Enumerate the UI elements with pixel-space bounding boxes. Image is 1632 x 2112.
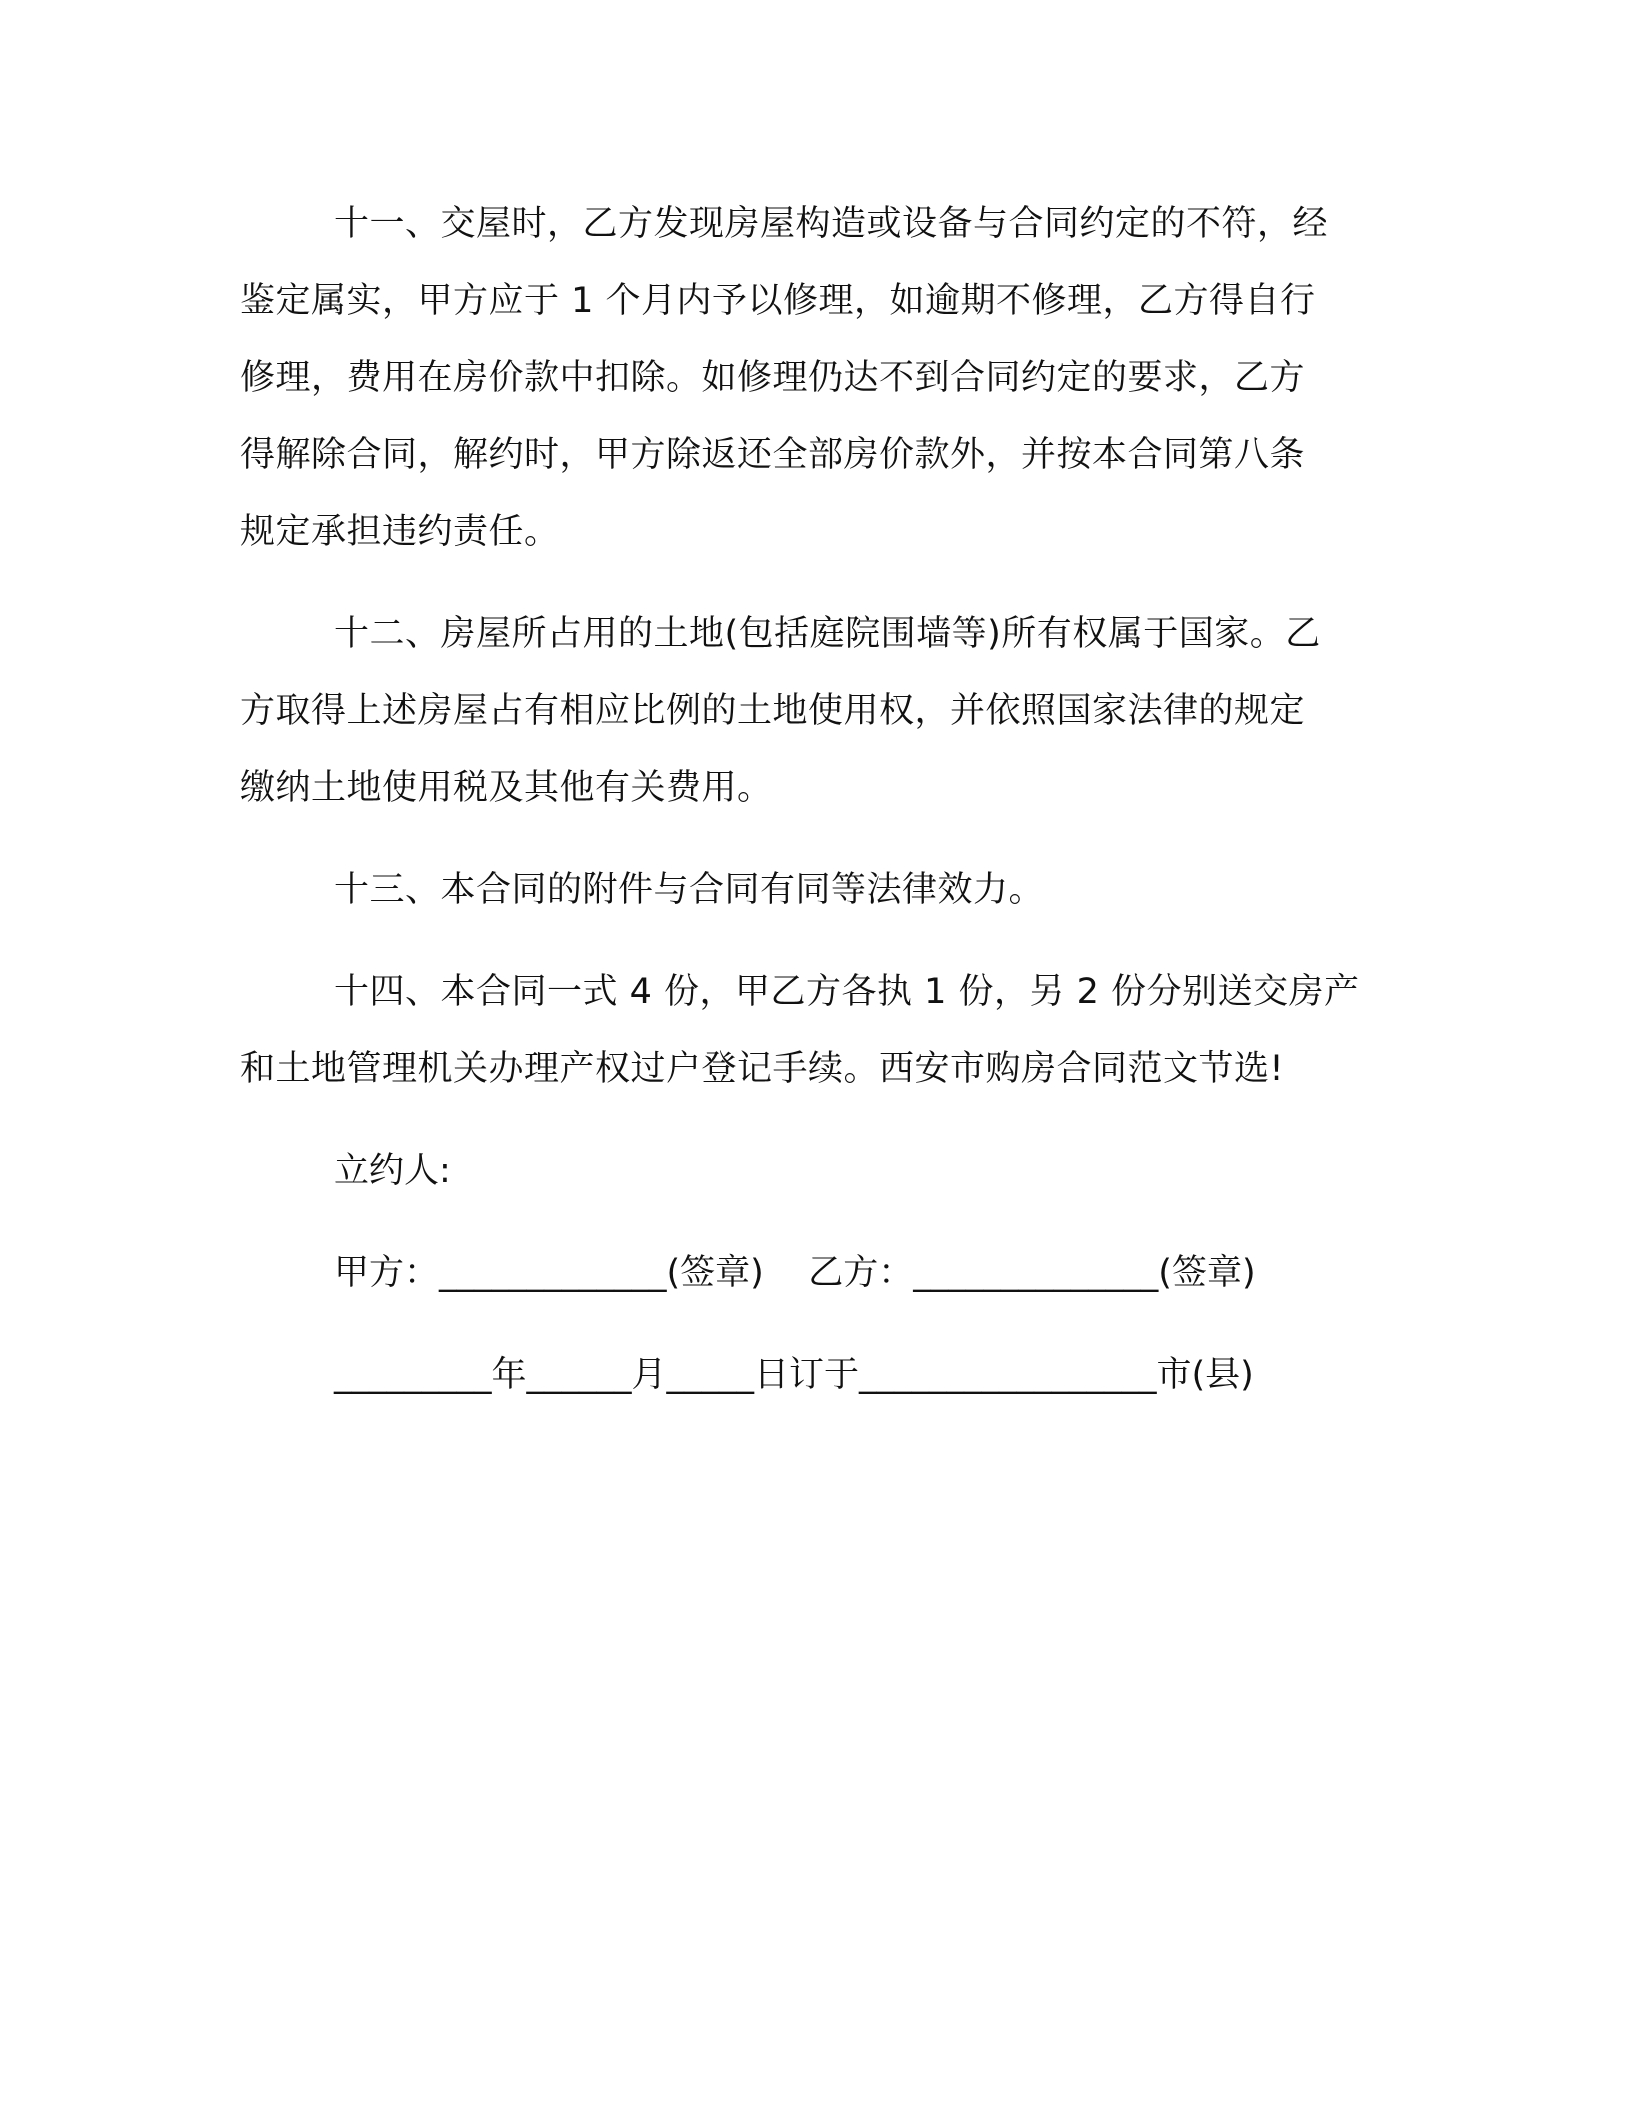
clause-12-line-1: 十二、房屋所占用的土地(包括庭院围墙等)所有权属于国家。乙 bbox=[334, 614, 1321, 654]
clause-14 bbox=[240, 954, 1395, 1108]
clause-12-line-3: 缴纳土地使用税及其他有关费用。 bbox=[240, 768, 773, 808]
document-body bbox=[240, 186, 1395, 1414]
signature-date-line: _________年______月_____日订于_________________市(县) bbox=[334, 1355, 1254, 1395]
clause-11-line-2: 鉴定属实，甲方应于 1 个月内予以修理，如逾期不修理，乙方得自行 bbox=[240, 281, 1316, 321]
clause-11-line-5: 规定承担违约责任。 bbox=[240, 512, 560, 552]
clause-11-line-1: 十一、交屋时，乙方发现房屋构造或设备与合同约定的不符，经 bbox=[334, 204, 1329, 244]
clause-13-line-1: 十三、本合同的附件与合同有同等法律效力。 bbox=[334, 870, 1045, 910]
clause-11-line-3: 修理，费用在房价款中扣除。如修理仍达不到合同约定的要求，乙方 bbox=[240, 358, 1306, 398]
clause-12-line-2: 方取得上述房屋占有相应比例的土地使用权，并依照国家法律的规定 bbox=[240, 691, 1306, 731]
clause-14-line-2: 和土地管理机关办理产权过户登记手续。西安市购房合同范文节选! bbox=[240, 1049, 1285, 1089]
signatory-label: 立约人: bbox=[334, 1151, 451, 1191]
clause-12 bbox=[240, 596, 1395, 827]
clause-11-line-4: 得解除合同，解约时，甲方除返还全部房价款外，并按本合同第八条 bbox=[240, 435, 1306, 475]
signature-parties-line: 甲方：_____________(签章) 乙方：______________(签章) bbox=[334, 1253, 1256, 1293]
clause-11 bbox=[240, 186, 1395, 571]
clause-13 bbox=[240, 852, 1395, 929]
clause-14-line-1: 十四、本合同一式 4 份，甲乙方各执 1 份，另 2 份分别送交房产 bbox=[334, 972, 1360, 1012]
